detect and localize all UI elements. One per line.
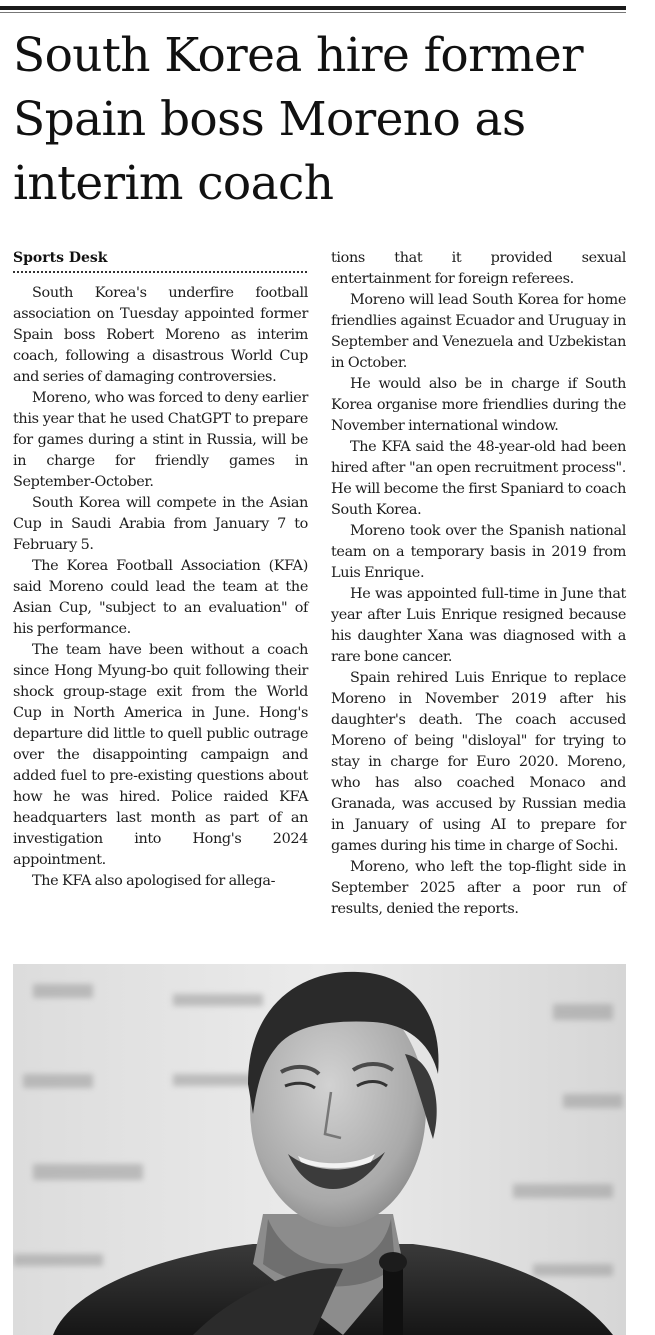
- article-headline: South Korea hire former Spain boss Moreno as interim coach: [13, 28, 583, 211]
- masthead-rule-thick: [0, 6, 626, 10]
- paragraph: The team have been without a coach since Hong Myung-bo quit following their shock group-stage exit from the World Cup in North America in June. Hong's departure did little to quell public outrage over the disappointing campaign and added fuel to pre-existing questions about how he was hired. Police raided KFA headquarters last month as part of an investigation into Hong's 2024 appointment.: [13, 642, 308, 868]
- byline: Sports Desk: [13, 250, 108, 266]
- article-photo: [13, 964, 626, 1335]
- masthead-rule-thin: [0, 12, 626, 13]
- paragraph: Moreno took over the Spanish national team on a temporary basis in 2019 from Luis Enrique.: [331, 523, 626, 581]
- paragraph: He would also be in charge if South Korea organise more friendlies during the November international window.: [331, 376, 626, 434]
- photo-illustration: [13, 964, 626, 1335]
- article-column-left: [13, 248, 308, 892]
- paragraph: He was appointed full-time in June that year after Luis Enrique resigned because his daughter Xana was diagnosed with a rare bone cancer.: [331, 586, 626, 665]
- paragraph: The Korea Football Association (KFA) said Moreno could lead the team at the Asian Cup, "subject to an evaluation" of his performance.: [13, 558, 308, 637]
- paragraph: South Korea's underfire football association on Tuesday appointed former Spain boss Robert Moreno as interim coach, following a disastrous World Cup and series of damaging controversies.: [13, 285, 308, 385]
- paragraph: The KFA said the 48-year-old had been hired after "an open recruitment process". He will become the first Spaniard to coach South Korea.: [331, 439, 626, 518]
- paragraph: The KFA also apologised for allega-: [32, 873, 276, 889]
- paragraph-continuation: tions that it provided sexual entertainment for foreign referees.: [331, 250, 626, 287]
- article-column-right: [331, 248, 626, 920]
- byline-dotted-rule: [13, 271, 307, 273]
- paragraph: Moreno, who was forced to deny earlier this year that he used ChatGPT to prepare for games during a stint in Russia, will be in charge for friendly games in September-October.: [13, 390, 308, 490]
- paragraph: Moreno, who left the top-flight side in September 2025 after a poor run of results, denied the reports.: [331, 859, 626, 917]
- paragraph: Moreno will lead South Korea for home friendlies against Ecuador and Uruguay in September and Venezuela and Uzbekistan in October.: [331, 292, 626, 371]
- paragraph: South Korea will compete in the Asian Cup in Saudi Arabia from January 7 to February 5.: [13, 495, 308, 553]
- paragraph: Spain rehired Luis Enrique to replace Moreno in November 2019 after his daughter's death. The coach accused Moreno of being "disloyal" for trying to stay in charge for Euro 2020. Moreno, who has also coached Monaco and Granada, was accused by Russian media in January of using AI to prepare for games during his time in charge of Sochi.: [331, 670, 626, 854]
